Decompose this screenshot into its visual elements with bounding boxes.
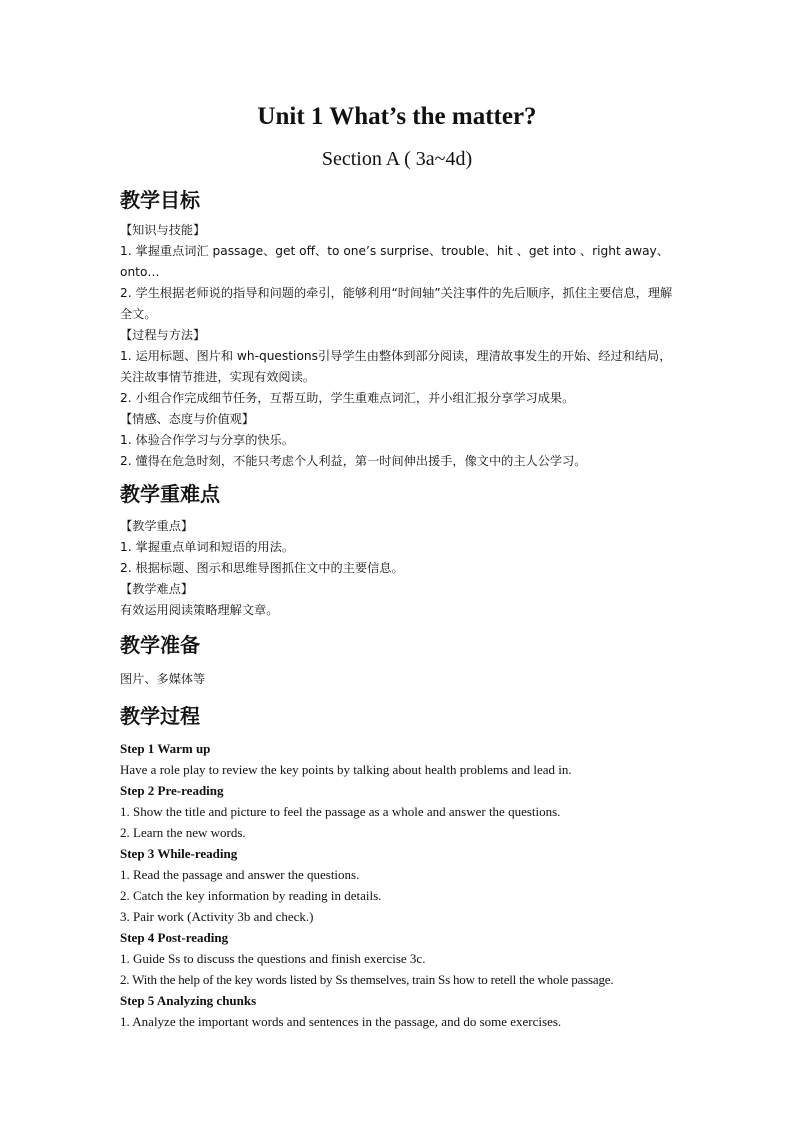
heading-key-points: 教学重难点 (120, 482, 220, 506)
step-line: 1. Analyze the important words and sentences in the passage, and do some exercises. (120, 1014, 562, 1029)
document-subtitle: Section A ( 3a~4d) (321, 148, 473, 170)
process-item-1: 1. 运用标题、图片和 wh-questions引导学生由整体到部分阅读，理清故事发生的开始、经过和结局，关注故事情节推进，实现有效阅读。 (120, 349, 672, 384)
label-focus: 【教学重点】 (120, 519, 194, 533)
focus-item-2: 2. 根据标题、图示和思维导图抓住文中的主要信息。 (120, 561, 404, 575)
knowledge-item-2: 2. 学生根据老师说的指导和问题的牵引，能够利用“时间轴”关注事件的先后顺序，抓住主要信息，理解全文。 (120, 286, 673, 321)
document-body (120, 184, 680, 1032)
label-knowledge: 【知识与技能】 (120, 223, 206, 237)
step-line: 2. With the help of the key words listed by Ss themselves, train Ss how to retell the whole passage. (120, 972, 614, 987)
preparation-text: 图片、多媒体等 (120, 672, 206, 686)
label-process: 【过程与方法】 (120, 328, 206, 342)
heading-preparation: 教学准备 (120, 633, 200, 657)
heading-objectives: 教学目标 (120, 188, 200, 212)
step-title: Step 4 Post-reading (120, 930, 229, 945)
step-title: Step 1 Warm up (120, 741, 211, 756)
step-title: Step 5 Analyzing chunks (120, 993, 257, 1008)
step-line: 2. Catch the key information by reading in details. (120, 888, 382, 903)
emotion-item-2: 2. 懂得在危急时刻，不能只考虑个人利益，第一时间伸出援手，像文中的主人公学习。 (120, 454, 587, 468)
label-emotion: 【情感、态度与价值观】 (120, 412, 255, 426)
difficulty-item-1: 有效运用阅读策略理解文章。 (120, 603, 279, 617)
step-line: 1. Guide Ss to discuss the questions and finish exercise 3c. (120, 951, 426, 966)
step-line: 1. Read the passage and answer the questions. (120, 867, 360, 882)
emotion-item-1: 1. 体验合作学习与分享的快乐。 (120, 433, 294, 447)
process-item-2: 2. 小组合作完成细节任务，互帮互助，学生重难点词汇，并小组汇报分享学习成果。 (120, 391, 575, 405)
step-title: Step 2 Pre-reading (120, 783, 224, 798)
step-line: 3. Pair work (Activity 3b and check.) (120, 909, 314, 924)
step-line: 2. Learn the new words. (120, 825, 246, 840)
step-title: Step 3 While-reading (120, 846, 238, 861)
label-difficulty: 【教学难点】 (120, 582, 194, 596)
heading-procedure: 教学过程 (120, 704, 200, 728)
step-line: 1. Show the title and picture to feel the passage as a whole and answer the questions. (120, 804, 561, 819)
document-title: Unit 1 What’s the matter? (257, 103, 537, 130)
step-line: Have a role play to review the key points by talking about health problems and lead in. (120, 762, 572, 777)
knowledge-item-1: 1. 掌握重点词汇 passage、get off、to one’s surprise、trouble、hit 、get into 、right away、onto… (120, 244, 669, 279)
focus-item-1: 1. 掌握重点单词和短语的用法。 (120, 540, 294, 554)
